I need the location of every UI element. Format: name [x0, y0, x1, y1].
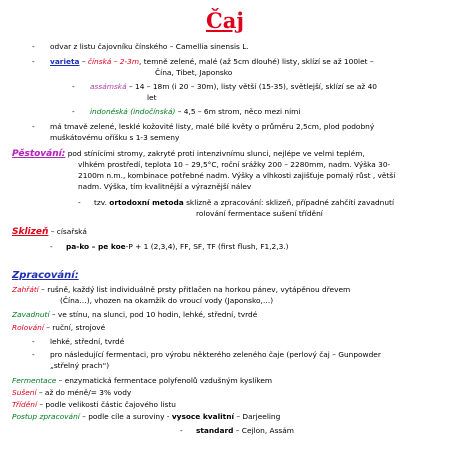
- line-text: –: [79, 57, 88, 66]
- line-text: pro následující fermentaci, pro výrobu některého zeleného čaje (perlový čaj – Gunpowder: [50, 350, 381, 359]
- text-line: [147, 93, 157, 103]
- varieta-term: varieta: [50, 57, 80, 66]
- text-line: [50, 122, 374, 132]
- text-line: [50, 42, 249, 52]
- text-line: [12, 271, 79, 281]
- text-line: [196, 426, 294, 436]
- pestovani-heading: Pěstování:: [12, 149, 66, 159]
- text-line: [50, 133, 179, 143]
- bullet-dash: -: [72, 82, 75, 91]
- line-text: – císařská: [48, 227, 87, 236]
- line-text: – 4,5 – 6m strom, něco mezi nimi: [175, 107, 301, 116]
- ortodox-term: ortodoxní metoda: [109, 198, 184, 207]
- line-text: má tmavě zelené, lesklé kožovité listy, malé bílé květy o průměru 2,5cm, plod podobný: [50, 122, 375, 131]
- quality-term: vysoce kvalitní: [171, 412, 235, 421]
- line-text: – podle cíle a suroviny -: [79, 412, 172, 421]
- text-line: [90, 82, 377, 92]
- line-text: – podle velikosti částic čajového listu: [37, 400, 176, 409]
- indonesian-term: indonéská (indočínská): [90, 107, 176, 116]
- standard-term: standard: [196, 426, 234, 435]
- line-text: -P + 1 (2,3,4), FF, SF, TF (first flush, F1,2,3.): [125, 242, 289, 251]
- text-line: [12, 400, 176, 410]
- postup-label: Postup zpracování: [12, 412, 80, 421]
- line-text: lehké, střední, tvrdé: [50, 337, 125, 346]
- text-line: [60, 296, 273, 306]
- text-line: [12, 388, 131, 398]
- text-line: [12, 376, 272, 386]
- line-text: (Čína…), vhozen na okamžik do vroucí vody (Japonsko,…): [60, 296, 274, 305]
- fermentace-label: Fermentace: [12, 376, 57, 385]
- text-line: [12, 412, 280, 422]
- text-line: [50, 350, 381, 360]
- text-line: [66, 242, 289, 252]
- text-line: [50, 337, 124, 347]
- zahrati-label: Zahřátí: [12, 285, 39, 294]
- line-text: – Darjeeling: [234, 412, 281, 421]
- trideni-label: Třídění: [12, 400, 38, 409]
- line-text: muškátovému oříšku s 1-3 semeny: [50, 133, 180, 142]
- bullet-dash: -: [32, 337, 35, 346]
- line-text: , temně zelené, malé (až 5cm dlouhé) listy, sklízí se až 100let –: [139, 57, 374, 66]
- text-line: [12, 310, 257, 320]
- line-text: 2100m n.m., kombinace potřebné nadm. Výšky a vlhkosti zajišťuje pomalý růst , větší: [78, 171, 396, 180]
- text-line: [78, 182, 251, 192]
- bullet-dash: -: [50, 242, 53, 251]
- text-line: [94, 198, 394, 208]
- cinska-term: čínská – 2-3m: [87, 57, 140, 66]
- text-line: [12, 323, 105, 333]
- line-text: let: [147, 93, 157, 102]
- line-text: vlhkém prostředí, teplota 10 – 29,5°C, roční srážky 200 – 2280mm, nadm. Výška 30-: [78, 160, 391, 169]
- line-text: odvar z listu čajovníku čínského – Camellia sinensis L.: [50, 42, 249, 51]
- page-title: Čaj: [206, 8, 244, 33]
- line-text: „střelný prach“): [50, 361, 110, 370]
- text-line: [155, 68, 232, 78]
- line-text: – ruční, strojové: [43, 323, 106, 332]
- line-text: – Cejlon, Assám: [233, 426, 295, 435]
- text-line: [196, 209, 323, 219]
- text-line: [90, 107, 300, 117]
- suseni-label: Sušení: [12, 388, 37, 397]
- text-line: [50, 57, 374, 67]
- line-text: nadm. Výška, tím kvalitnější a výraznější nálev: [78, 182, 252, 191]
- line-text: sklizně a zpracování: sklizeň, případné zahčítí zavadnutí: [183, 198, 394, 207]
- bullet-dash: -: [32, 122, 35, 131]
- text-line: [12, 149, 365, 159]
- text-line: [50, 361, 109, 371]
- line-text: – až do méně/= 3% vody: [36, 388, 132, 397]
- assamska-term: assámská: [90, 82, 127, 91]
- zpracovani-heading: Zpracování:: [12, 270, 79, 281]
- line-text: – rušně, každý list individuálně prsty přitlačen na horkou pánev, vytápěnou dřevem: [38, 285, 351, 294]
- line-text: Čína, Tibet, Japonsko: [155, 68, 233, 77]
- text-line: [78, 160, 390, 170]
- text-line: [12, 227, 87, 237]
- pako-term: pa-ko – pe koe: [66, 242, 126, 251]
- line-text: – enzymatická fermentace polyfenolů vzdušným kyslíkem: [56, 376, 273, 385]
- line-text: pod stínícími stromy, zakryté proti intenzivnímu slunci, nejlépe ve velmi teplém,: [65, 149, 365, 158]
- bullet-dash: -: [78, 198, 81, 207]
- bullet-dash: -: [32, 42, 35, 51]
- rolovani-label: Rolování: [12, 323, 44, 332]
- text-line: [12, 285, 350, 295]
- line-text: – ve stínu, na slunci, pod 10 hodin, lehké, střední, tvrdé: [49, 310, 258, 319]
- zavadnuti-label: Zavadnutí: [12, 310, 50, 319]
- bullet-dash: -: [32, 57, 35, 66]
- bullet-dash: -: [72, 107, 75, 116]
- line-text: – 14 – 18m (i 20 – 30m), listy větší (15-35), světlejší, sklízí se až 40: [126, 82, 377, 91]
- line-text: rolování fermentace sušení třídění: [196, 209, 323, 218]
- bullet-dash: -: [180, 426, 183, 435]
- sklizen-heading: Sklizeň: [12, 227, 49, 237]
- line-text: tzv.: [94, 198, 110, 207]
- bullet-dash: -: [32, 350, 35, 359]
- text-line: [78, 171, 395, 181]
